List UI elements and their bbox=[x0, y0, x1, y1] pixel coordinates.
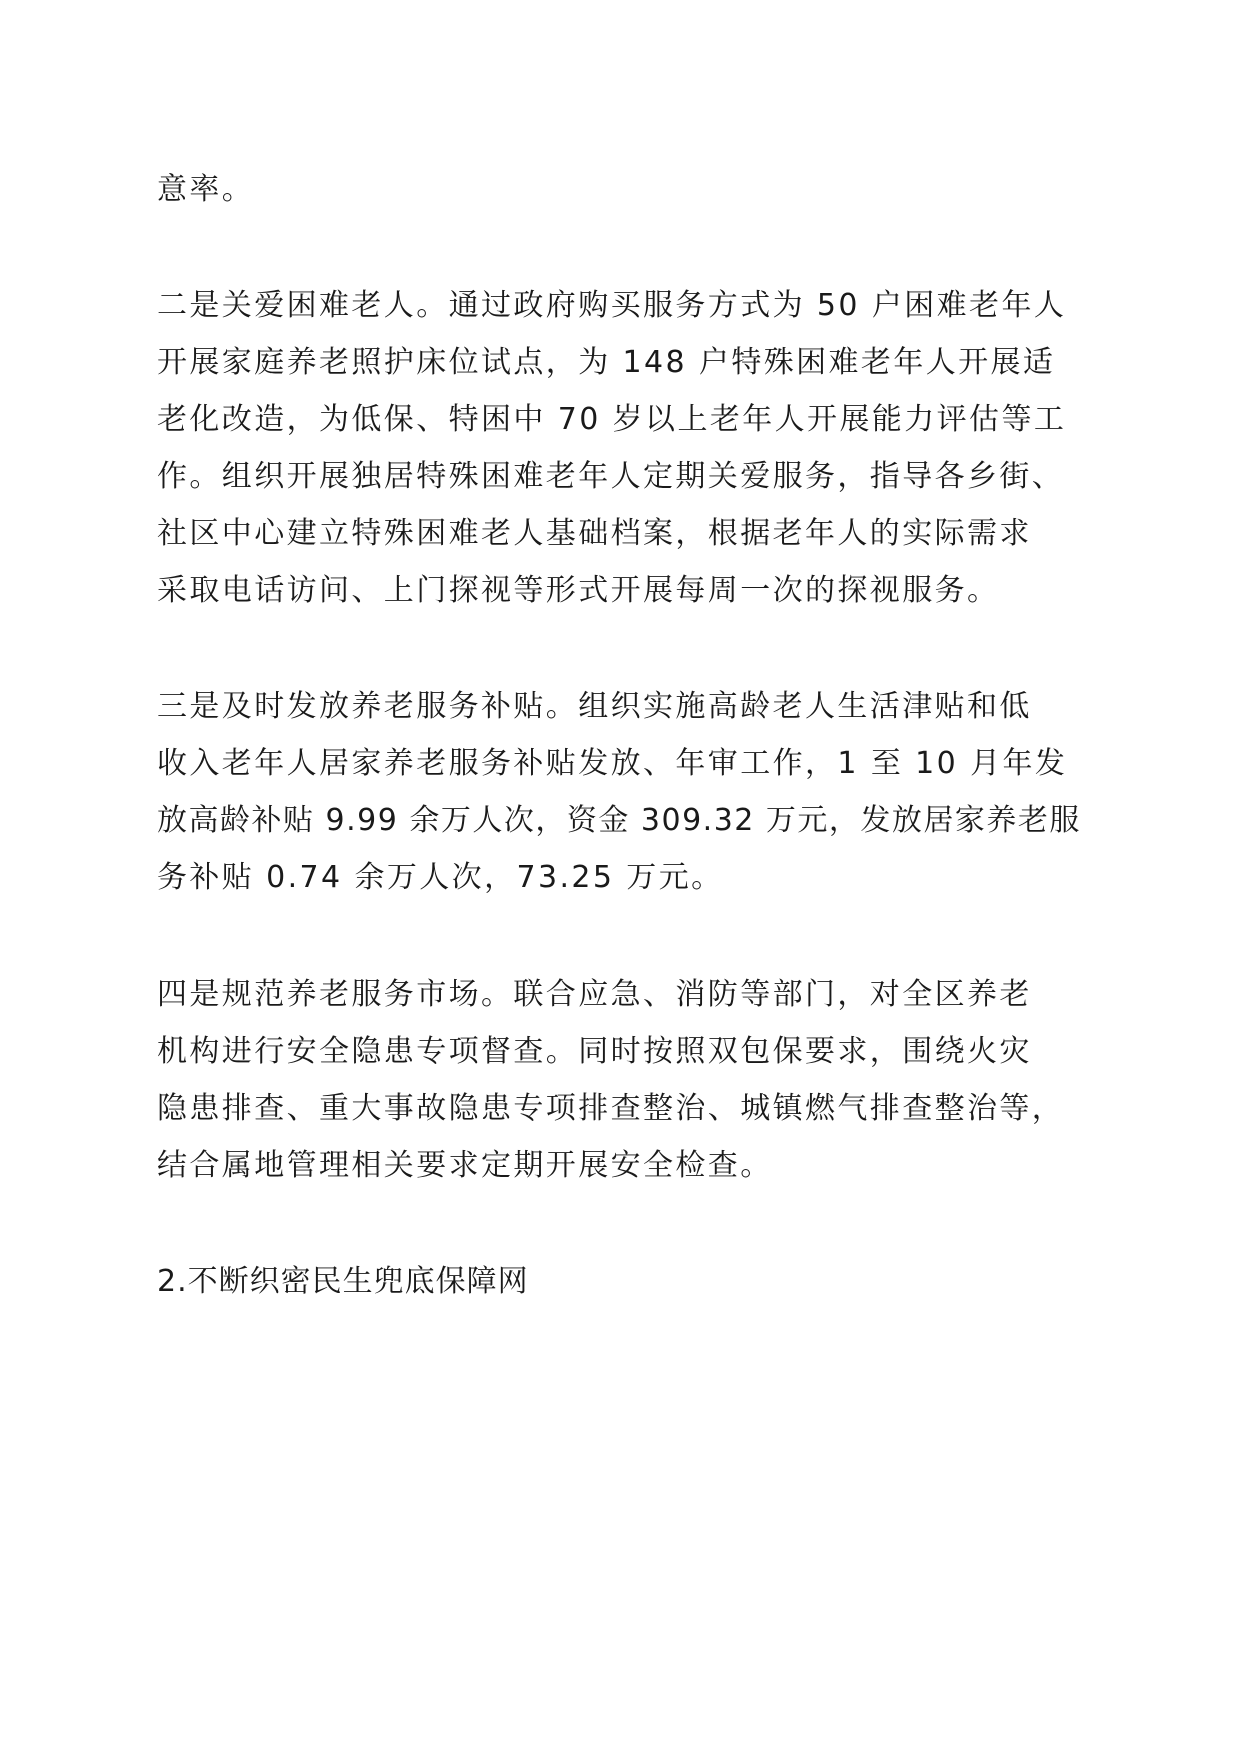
paragraph-line: 隐患排查、重大事故隐患专项排查整治、城镇燃气排查整治等， bbox=[157, 1091, 1065, 1126]
paragraph-line: 机构进行安全隐患专项督查。同时按照双包保要求，围绕火灾 bbox=[157, 1034, 1032, 1069]
paragraph-line: 采取电话访问、上门探视等形式开展每周一次的探视服务。 bbox=[157, 573, 1000, 608]
paragraph-line: 意率。 bbox=[157, 172, 255, 207]
paragraph-line: 老化改造，为低保、特困中 70 岁以上老年人开展能力评估等工 bbox=[157, 402, 1067, 437]
paragraph-line: 二是关爱困难老人。通过政府购买服务方式为 50 户困难老年人 bbox=[157, 288, 1067, 323]
paragraph-line: 结合属地管理相关要求定期开展安全检查。 bbox=[157, 1148, 773, 1183]
section-heading: 2.不断织密民生兜底保障网 bbox=[157, 1264, 529, 1299]
paragraph-line: 放高龄补贴 9.99 余万人次，资金 309.32 万元，发放居家养老服 bbox=[157, 803, 1081, 838]
paragraph-line: 开展家庭养老照护床位试点，为 148 户特殊困难老年人开展适 bbox=[157, 345, 1056, 380]
paragraph-line: 务补贴 0.74 余万人次，73.25 万元。 bbox=[157, 860, 724, 895]
paragraph-line: 社区中心建立特殊困难老人基础档案，根据老年人的实际需求 bbox=[157, 516, 1032, 551]
paragraph-line: 四是规范养老服务市场。联合应急、消防等部门，对全区养老 bbox=[157, 977, 1032, 1012]
paragraph-line: 三是及时发放养老服务补贴。组织实施高龄老人生活津贴和低 bbox=[157, 689, 1032, 724]
paragraph-line: 作。组织开展独居特殊困难老年人定期关爱服务，指导各乡街、 bbox=[157, 459, 1065, 494]
paragraph-line: 收入老年人居家养老服务补贴发放、年审工作，1 至 10 月年发 bbox=[157, 746, 1068, 781]
